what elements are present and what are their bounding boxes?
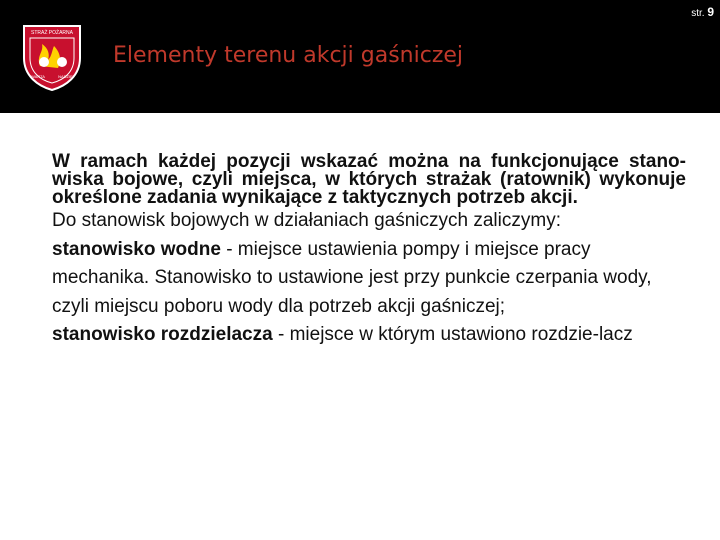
fire-brigade-logo xyxy=(18,20,86,92)
list-item-distributor-station xyxy=(52,321,686,350)
page-number-value: 9 xyxy=(707,5,714,19)
header-bar xyxy=(0,0,720,113)
list-item-term: stanowisko wodne xyxy=(52,238,221,260)
page-number xyxy=(691,5,714,19)
list-item-water-station xyxy=(52,236,686,322)
list-item-text: - miejsce w którym ustawiono rozdzie-lacz xyxy=(272,324,633,345)
slide-body xyxy=(52,153,686,350)
page-label: str. xyxy=(691,8,705,19)
intro-paragraph: W ramach każdej pozycji wskazać można na funkcjonujące stano-wiska bojowe, czyli miejsca, w których strażak (ratownik) wykonuje określone zadania wynikające z taktycznych potrzeb akcji. xyxy=(52,151,686,208)
logo-right-text: NADZIEI xyxy=(58,74,74,79)
list-intro: Do stanowisk bojowych w działaniach gaśniczych zaliczymy: xyxy=(52,210,561,231)
logo-top-text: STRAŻ POŻARNA xyxy=(31,30,73,36)
slide-title: Elementy terenu akcji gaśniczej xyxy=(113,43,464,68)
logo-left-text: WARTA xyxy=(31,74,45,79)
list-item-text: - miejsce ustawienia pompy i miejsce pracy mechanika. Stanowisko to ustawione jest przy punkcie czerpania wody, czyli miejscu poboru wody dla potrzeb akcji gaśniczej; xyxy=(52,238,652,317)
list-item-term: stanowisko rozdzielacza xyxy=(52,324,273,345)
